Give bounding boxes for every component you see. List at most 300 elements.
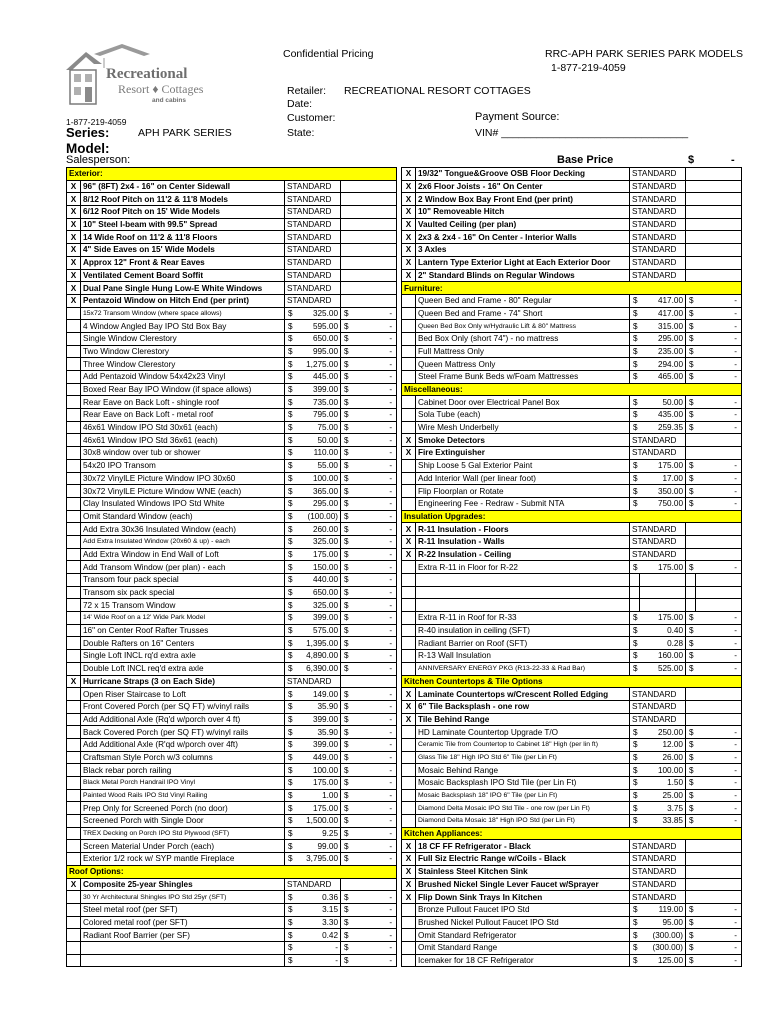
retailer-value: RECREATIONAL RESORT COTTAGES [344,85,531,97]
option-price: 350.00 [640,485,686,498]
included-mark: X [402,193,416,206]
included-mark: X [67,180,81,193]
currency-symbol: $ [630,472,640,485]
option-price: 35.90 [295,726,341,739]
included-mark: X [67,282,81,295]
line-total: - [351,485,397,498]
option-price: 260.00 [295,523,341,536]
currency-symbol: $ [341,612,351,625]
currency-symbol: $ [341,650,351,663]
included-mark [402,294,416,307]
option-row [67,891,397,904]
currency-symbol: $ [285,535,295,548]
section-title: Roof Options: [67,865,397,878]
currency-symbol: $ [686,294,696,307]
option-description: Open Riser Staircase to Loft [81,688,285,701]
section-title: Insulation Upgrades: [402,510,742,523]
option-description: Bronze Pullout Faucet IPO Std [416,903,630,916]
line-total: - [351,891,397,904]
option-price: 435.00 [640,409,686,422]
option-description: 10" Steel I-beam with 99.5" Spread [81,218,285,231]
line-total: - [696,941,742,954]
option-description: Add Additional Axle (R'qd w/porch over 4ft) [81,738,285,751]
included-mark [402,777,416,790]
option-price: 595.00 [295,320,341,333]
option-description: Queen Bed and Frame - 74" Short [416,307,630,320]
option-price: 295.00 [295,497,341,510]
currency-symbol: $ [686,738,696,751]
option-description: 18 CF FF Refrigerator - Black [416,840,630,853]
currency-symbol: $ [630,485,640,498]
option-price: 175.00 [295,802,341,815]
retailer-label: Retailer: [287,85,327,97]
option-description: Queen Bed and Frame - 80" Regular [416,294,630,307]
included-mark [67,307,81,320]
included-mark [67,396,81,409]
included-mark: X [402,700,416,713]
currency-symbol: $ [686,637,696,650]
currency-symbol: $ [341,523,351,536]
included-mark [67,371,81,384]
option-row [67,764,397,777]
currency-symbol: $ [686,371,696,384]
section-header-row [402,510,742,523]
option-price: 399.00 [295,738,341,751]
line-total: - [351,941,397,954]
currency-symbol: $ [341,903,351,916]
line-total: - [696,777,742,790]
standard-label: STANDARD [630,865,686,878]
currency-symbol: $ [341,409,351,422]
option-row [402,396,742,409]
option-price: 250.00 [640,726,686,739]
blank-cell [341,231,397,244]
section-title: Kitchen Appliances: [402,827,742,840]
included-mark [402,599,416,612]
currency-symbol: $ [285,599,295,612]
line-total: - [696,294,742,307]
option-row [67,713,397,726]
option-description: Vaulted Ceiling (per plan) [416,218,630,231]
blank-cell [686,256,742,269]
standard-label: STANDARD [285,282,341,295]
currency-symbol: $ [285,421,295,434]
option-row [67,256,397,269]
option-description: Laminate Countertops w/Crescent Rolled Edging [416,688,630,701]
option-price: 235.00 [640,345,686,358]
currency-symbol: $ [341,941,351,954]
blank-cell [341,180,397,193]
currency-symbol: $ [341,472,351,485]
blank-cell [630,599,640,612]
included-mark: X [402,244,416,257]
option-row [402,764,742,777]
standard-label: STANDARD [285,206,341,219]
option-row [67,535,397,548]
option-price: 26.00 [640,751,686,764]
included-mark [67,954,81,967]
option-row [67,206,397,219]
option-row [402,916,742,929]
currency-symbol: $ [630,459,640,472]
included-mark [67,751,81,764]
included-mark [67,358,81,371]
included-mark: X [67,231,81,244]
included-mark [67,548,81,561]
option-description: Extra R-11 in Roof for R-33 [416,612,630,625]
line-total: - [351,345,397,358]
option-row [67,193,397,206]
section-header-row [67,168,397,181]
option-row [67,320,397,333]
included-mark [67,459,81,472]
logo-text-cabins: and cabins [152,97,186,104]
included-mark: X [67,878,81,891]
currency-symbol: $ [341,485,351,498]
included-mark [67,700,81,713]
option-row [67,269,397,282]
currency-symbol: $ [341,954,351,967]
option-description: Omit Standard Refrigerator [416,929,630,942]
included-mark [402,650,416,663]
blank-cell [341,193,397,206]
currency-symbol: $ [686,421,696,434]
option-row [67,332,397,345]
option-price: 295.00 [640,332,686,345]
option-price: 0.28 [640,637,686,650]
currency-symbol: $ [686,954,696,967]
currency-symbol: $ [341,916,351,929]
line-total: - [696,320,742,333]
currency-symbol: $ [686,777,696,790]
blank-cell [640,574,686,587]
included-mark [402,320,416,333]
included-mark [402,941,416,954]
currency-symbol: $ [630,409,640,422]
option-row [67,244,397,257]
option-description: Add Additional Axle (Rq'd w/porch over 4 ft) [81,713,285,726]
included-mark [67,840,81,853]
blank-cell [686,523,742,536]
option-description: Omit Standard Window (each) [81,510,285,523]
currency-symbol: $ [341,815,351,828]
option-description: Ceramic Tile from Countertop to Cabinet 18" High (per lin ft) [416,738,630,751]
blank-cell [686,599,696,612]
option-description: Full Siz Electric Range w/Coils - Black [416,853,630,866]
sheet-title: RRC-APH PARK SERIES PARK MODELS [545,48,743,60]
option-description: Add Extra Window in End Wall of Loft [81,548,285,561]
option-description: Engineering Fee - Redraw - Submit NTA [416,497,630,510]
standard-label: STANDARD [630,206,686,219]
option-description: 6/12 Roof Pitch on 15' Wide Models [81,206,285,219]
option-row [402,662,742,675]
line-total: - [696,637,742,650]
standard-label: STANDARD [285,180,341,193]
included-mark [402,371,416,384]
included-mark [67,535,81,548]
option-description: Add Pentazoid Window 54x42x23 Vinyl [81,371,285,384]
line-total: - [351,459,397,472]
included-mark [402,561,416,574]
included-mark [402,726,416,739]
included-mark [67,764,81,777]
option-price: 100.00 [640,764,686,777]
line-total: - [351,307,397,320]
option-description: Icemaker for 18 CF Refrigerator [416,954,630,967]
option-row [67,599,397,612]
option-description: Queen Bed Box Only w/Hydraulic Lift & 80" Mattress [416,320,630,333]
currency-symbol: $ [285,751,295,764]
option-price: 50.00 [640,396,686,409]
option-description: Black rebar porch railing [81,764,285,777]
option-row [67,738,397,751]
currency-symbol: $ [285,345,295,358]
currency-symbol: $ [630,637,640,650]
option-price: 465.00 [640,371,686,384]
currency-symbol: $ [341,307,351,320]
option-description: Colored metal roof (per SFT) [81,916,285,929]
line-total: - [696,903,742,916]
currency-symbol: $ [686,624,696,637]
option-row [402,561,742,574]
included-mark: X [402,865,416,878]
option-row [67,815,397,828]
option-row [67,421,397,434]
blank-cell [686,269,742,282]
option-description: 4 Window Angled Bay IPO Std Box Bay [81,320,285,333]
blank-cell [341,256,397,269]
option-row [402,168,742,181]
currency-symbol: $ [686,459,696,472]
included-mark: X [67,244,81,257]
included-mark [402,815,416,828]
section-header-row [402,282,742,295]
option-description: R-40 insulation in ceiling (SFT) [416,624,630,637]
option-row [67,345,397,358]
blank-cell [686,218,742,231]
line-total: - [696,497,742,510]
line-total: - [351,764,397,777]
line-total: - [351,777,397,790]
option-price: 1.50 [640,777,686,790]
currency-symbol: $ [630,751,640,764]
included-mark [402,916,416,929]
option-price: 995.00 [295,345,341,358]
salesperson-label: Salesperson: [66,154,131,166]
option-description: Lantern Type Exterior Light at Each Exterior Door [416,256,630,269]
line-total: - [696,726,742,739]
line-total: - [351,840,397,853]
option-description: Brushed Nickel Single Lever Faucet w/Sprayer [416,878,630,891]
option-price: 149.00 [295,688,341,701]
option-row [402,903,742,916]
currency-symbol: $ [285,853,295,866]
currency-symbol: $ [686,815,696,828]
option-row [67,523,397,536]
option-description: 14' Wide Roof on a 12' Wide Park Model [81,612,285,625]
currency-symbol: $ [285,941,295,954]
currency-symbol: $ [285,891,295,904]
line-total: - [696,409,742,422]
option-price: 99.00 [295,840,341,853]
option-price: 365.00 [295,485,341,498]
option-row [402,472,742,485]
line-total: - [351,497,397,510]
blank-cell [341,218,397,231]
currency-symbol: $ [341,700,351,713]
option-row [402,840,742,853]
state-label: State: [287,127,315,139]
option-row [402,688,742,701]
option-description: 96" (8FT) 2x4 - 16" on Center Sidewall [81,180,285,193]
included-mark [67,941,81,954]
blank-cell [640,586,686,599]
blank-cell [686,231,742,244]
option-row [67,434,397,447]
included-mark: X [402,523,416,536]
included-mark [67,853,81,866]
included-mark: X [402,447,416,460]
section-title: Kitchen Countertops & Tile Options [402,675,742,688]
currency-symbol: $ [341,345,351,358]
currency-symbol: $ [686,662,696,675]
currency-symbol: $ [341,599,351,612]
option-price: 650.00 [295,332,341,345]
option-row [67,650,397,663]
option-row [67,853,397,866]
currency-symbol: $ [285,447,295,460]
blank-cell [341,282,397,295]
blank-cell [696,586,742,599]
standard-label: STANDARD [630,180,686,193]
option-row [402,193,742,206]
standard-label: STANDARD [630,193,686,206]
currency-symbol: $ [285,624,295,637]
option-description: 46x61 Window IPO Std 30x61 (each) [81,421,285,434]
section-title: Exterior: [67,168,397,181]
currency-symbol: $ [630,612,640,625]
line-total: - [351,954,397,967]
option-description: Tile Behind Range [416,713,630,726]
exterior-options-table [66,167,397,967]
line-total: - [351,548,397,561]
line-total: - [351,472,397,485]
option-description: Double Loft INCL req'd extra axle [81,662,285,675]
line-total: - [351,903,397,916]
option-row [67,802,397,815]
option-price: (300.00) [640,941,686,954]
option-row [402,624,742,637]
option-description: 8/12 Roof Pitch on 11'2 & 11'8 Models [81,193,285,206]
included-mark: X [402,256,416,269]
included-mark [67,815,81,828]
option-row [67,383,397,396]
option-price: 417.00 [640,307,686,320]
currency-symbol: $ [630,662,640,675]
option-price: 175.00 [640,561,686,574]
option-price: 525.00 [640,662,686,675]
line-total: - [351,853,397,866]
option-row [67,777,397,790]
logo-text-resort: Resort ♦ Cottages [118,82,204,96]
option-price: - [295,941,341,954]
blank-cell [630,574,640,587]
option-price: 575.00 [295,624,341,637]
option-price: 3.15 [295,903,341,916]
option-row [67,396,397,409]
option-price: 110.00 [295,447,341,460]
option-row [67,827,397,840]
option-price: 1,395.00 [295,637,341,650]
included-mark: X [402,548,416,561]
line-total: - [696,916,742,929]
currency-symbol: $ [686,485,696,498]
option-row [402,954,742,967]
option-row [402,815,742,828]
option-price: 440.00 [295,574,341,587]
logo-phone: 1-877-219-4059 [66,117,127,127]
option-row [402,434,742,447]
option-description: Flip Down Sink Trays In Kitchen [416,891,630,904]
option-row [402,485,742,498]
currency-symbol: $ [341,891,351,904]
option-description: Flip Floorplan or Rotate [416,485,630,498]
option-row [402,459,742,472]
option-description: Craftsman Style Porch w/3 columns [81,751,285,764]
standard-label: STANDARD [630,853,686,866]
currency-symbol: $ [630,307,640,320]
included-mark [67,662,81,675]
standard-label: STANDARD [630,447,686,460]
line-total: - [351,713,397,726]
line-total: - [351,662,397,675]
option-row [402,802,742,815]
option-row [402,726,742,739]
base-price-currency: $ [688,154,695,166]
option-row [67,358,397,371]
option-price: 1,500.00 [295,815,341,828]
currency-symbol: $ [686,612,696,625]
option-row [402,650,742,663]
standard-label: STANDARD [630,269,686,282]
option-description: Screen Material Under Porch (each) [81,840,285,853]
currency-symbol: $ [285,497,295,510]
option-description: Diamond Delta Mosaic IPO Std Tile - one row (per Lin Ft) [416,802,630,815]
included-mark: X [402,269,416,282]
line-total: - [351,827,397,840]
included-mark [67,421,81,434]
currency-symbol: $ [630,497,640,510]
included-mark [67,447,81,460]
currency-symbol: $ [285,802,295,815]
option-row [402,865,742,878]
line-total: - [351,358,397,371]
option-description: 4" Side Eaves on 15' Wide Models [81,244,285,257]
currency-symbol: $ [285,472,295,485]
currency-symbol: $ [686,358,696,371]
option-price: 75.00 [295,421,341,434]
included-mark: X [402,891,416,904]
blank-cell [686,180,742,193]
option-price: 119.00 [640,903,686,916]
line-total: - [351,738,397,751]
option-description: Rear Eave on Back Loft - metal roof [81,409,285,422]
option-description: 46x61 Window IPO Std 36x61 (each) [81,434,285,447]
blank-cell [341,206,397,219]
blank-cell [686,878,742,891]
currency-symbol: $ [341,459,351,472]
line-total: - [696,561,742,574]
